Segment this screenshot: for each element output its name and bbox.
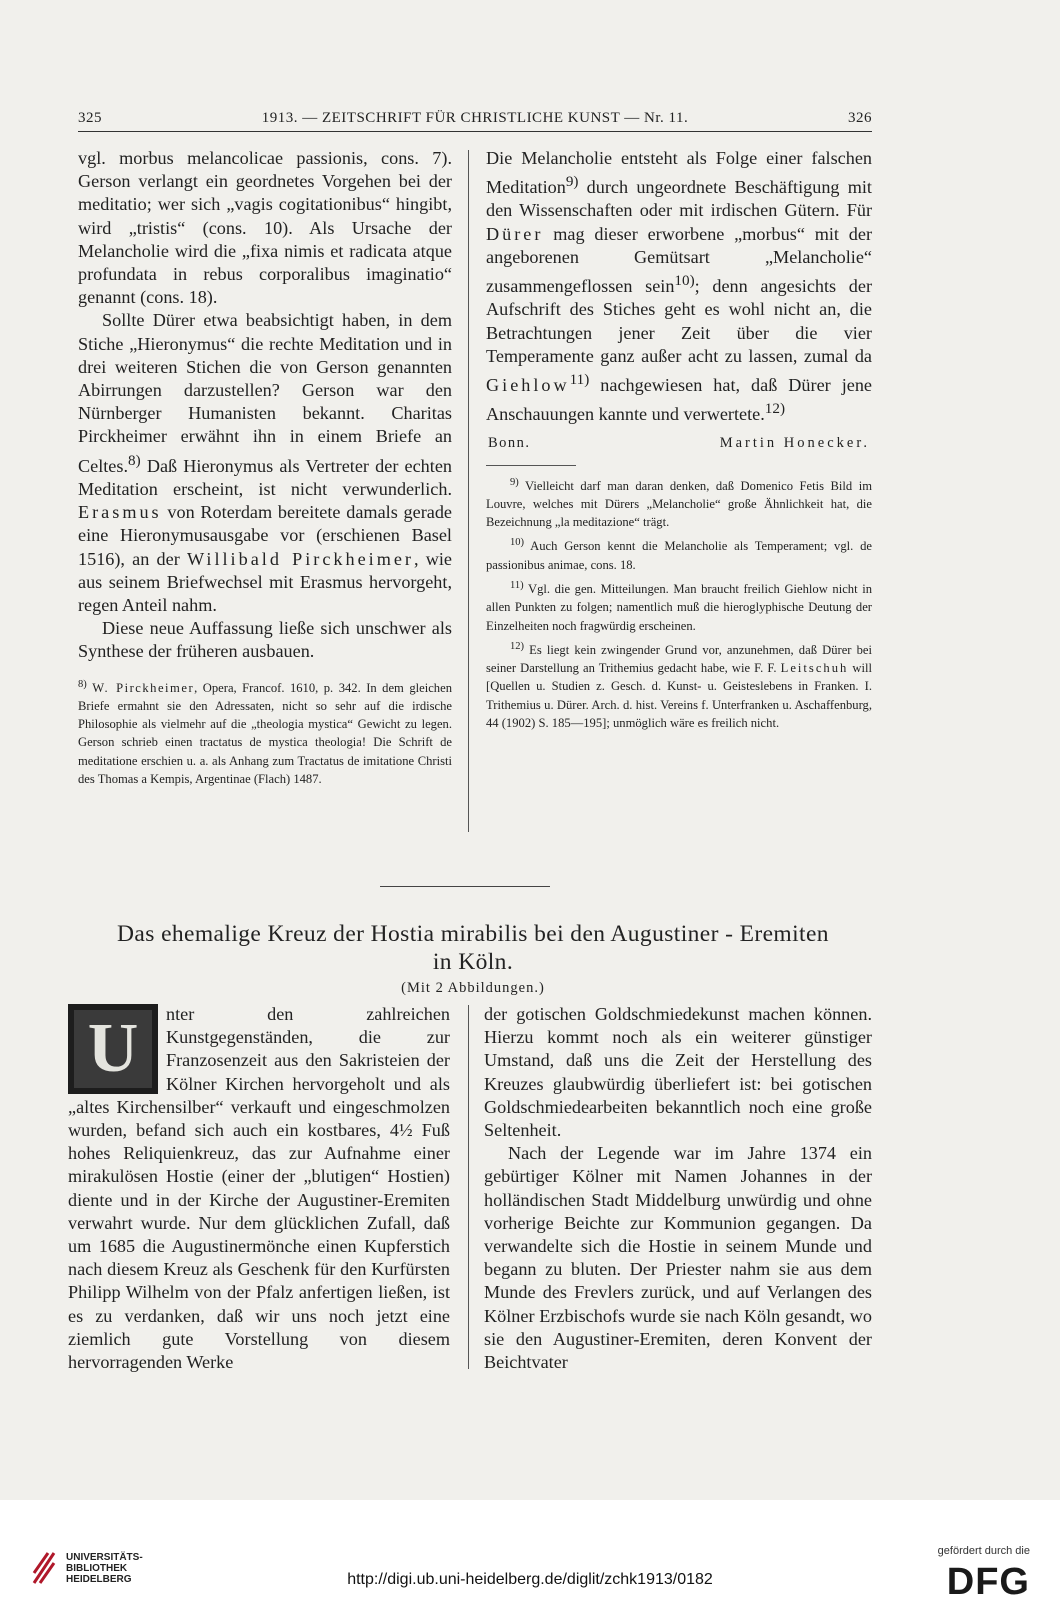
journal-header: 1913. — ZEITSCHRIFT FÜR CHRISTLICHE KUNST — Nr. 11. [261, 110, 689, 126]
drop-cap: U [68, 1004, 158, 1094]
footnote: $^{12)}$ Es liegt kein zwingender Grund vor, anzunehmen, daß Dürer bei seiner Darstellung an Trithemius gedacht habe, wie F. F. Leitschuh will [Quellen u. Studien z. Gesch. d. Kunst- u. Geisteslebens in Franken. I. Trithemius u. Dürer. Arch. d. hist. Vereins f. Unterfranken u. Aschaffenburg, 44 (1902) S. 185—195]; unmöglich wäre es freilich nicht. [486, 640, 872, 730]
footnote-ref: 12) [764, 400, 785, 418]
dfg-logo: DFG [946, 1561, 1030, 1603]
footnote-ref: 10) [674, 272, 695, 290]
article-right-column [484, 1003, 872, 1374]
top-right-column [486, 147, 872, 735]
footnote: $^{10)}$ Auch Gerson kennt die Melancholie als Temperament; vgl. de passionibus animae, cons. 18. [486, 537, 872, 572]
section-rule [380, 886, 550, 887]
footnote-ref: 9) [565, 173, 579, 191]
paragraph: Diese neue Auffassung ließe sich unschwer als Synthese der früheren ausbauen. [78, 618, 452, 662]
footnote-rule [486, 465, 576, 466]
footnote-ref: 11) [569, 370, 590, 388]
paragraph: vgl. morbus melancolicae passionis, cons. 7). Gerson verlangt ein geordnetes Vorgehen bei der meditatio; wer sich „vagis cogitationibus“ hingibt, wird „tristis“ (cons. 10). Als Ursache der Melancholie wird die „fixa nimis et radicata atque profundata in rebus corporalibus imaginatio“ genannt (cons. 18). [78, 148, 452, 308]
header-rule [78, 131, 872, 132]
column-divider [468, 1005, 469, 1369]
paragraph: Nach der Legende war im Jahre 1374 ein gebürtiger Kölner mit Namen Johannes in der holländischen Stadt Middelburg unwürdig und ohne vorherige Beichte zur Kommunion gegangen. Da verwandelte sich die Hostie in seinem Munde und begann zu bluten. Der Priester nahm sie aus dem Munde des Frevlers zurück, und auf Verlangen des Kölner Erzbischofs wurde sie nach Köln gesandt, wo sie den Augustiner-Eremiten, deren Konvent der Beichtvater [484, 1143, 872, 1373]
paragraph: Die Melancholie entsteht als Folge einer falschen Meditation$^{9)}$ durch ungeordnete Beschäftigung mit den Wissenschaften oder mit irdischen Gütern. Für Dürer mag dieser erworbene „morbus“ mit der angeborenen Gemütsart „Melancholie“ zusammengeflossen sein$^{10)}$; denn angesichts der Aufschrift des Stiches geht es wohl nicht an, die Betrachtungen jener Zeit über die vier Temperamente ganz außer acht zu lassen, zumal da Giehlow$^{11)}$ nachgewiesen hat, daß Dürer jene Anschauungen kannte und verwertete.$^{12)}$ [486, 148, 872, 425]
spaced-name: Giehlow [486, 375, 570, 396]
page-number-left: 325 [78, 110, 102, 126]
paragraph: der gotischen Goldschmiedekunst machen können. Hierzu kommt noch als ein weiterer günstiger Umstand, daß uns die Zeit der Herstellung des Kreuzes glaubwürdig überliefert ist: bei gotischen Goldschmiedearbeiten bekanntlich noch eine große Seltenheit. [484, 1004, 872, 1141]
running-header [78, 110, 872, 132]
article-left-column [68, 1003, 450, 1374]
footnote: $^{11)}$ Vgl. die gen. Mitteilungen. Man braucht freilich Giehlow nicht in allen Punkten zu folgen; namentlich muß die hieroglyphische Deutung der Einzelheiten noch fragwürdig erscheinen. [486, 580, 873, 633]
top-left-column [78, 147, 452, 791]
footnote: $^{9)}$ Vielleicht darf man daran denken, daß Domenico Fetis Bild im Louvre, welches mit Dürers „Melancholie“ große Ähnlichkeit hat, die Bezeichnung „la meditazione“ trägt. [486, 476, 872, 530]
source-url[interactable]: http://digi.ub.uni-heidelberg.de/diglit/zchk1913/0182 [347, 1571, 713, 1588]
funded-by-label: gefördert durch die [937, 1545, 1030, 1557]
article-subtitle: (Mit 2 Abbildungen.) [401, 980, 545, 996]
spaced-name: Dürer [486, 223, 544, 244]
footnote: $^{8)}$ W. Pirckheimer, Opera, Francof. 1610, p. 342. In dem gleichen Briefe ermahnt sie den Adressaten, nicht so sehr auf die irdische Philosophie als vielmehr auf die „theologia mystica“ Gewicht zu legen. Gerson schrieb einen tractatus de mystica theologia! Die Schrift de meditatione erschien u. a. als Anhang zum Tractatus de imitatione Christi des Thomas a Kempis, Argentinae (Flach) 1487. [78, 678, 452, 786]
footnote-ref: 8) [128, 451, 141, 469]
footnotes [486, 474, 872, 732]
spaced-name: Erasmus [78, 502, 162, 523]
paragraph: nter den zahlreichen Kunstgegenständen, die zur Franzosenzeit aus den Sakristeien der Kölner Kirchen hervorgeholt und als „altes Kirchensilber“ verkauft und eingeschmolzen wurden, befand sich auch ein kostbares, 4½ Fuß hohes Reliquienkreuz, das zur Aufnahme einer mirakulösen Hostie (einer der „blutigen“ Hostien) diente und in der Kirche der Augustiner-Eremiten verwahrt wurde. Nur dem glücklichen Zufall, daß um 1685 die Augustinermönche einen Kupferstich nach diesem Kreuz als Geschenk für den Kurfürsten Philipp Wilhelm von der Pfalz anfertigen ließen, ist es zu verdanken, daß wir uns noch jetzt eine ziemlich gute Vorstellung von diesem hervorragenden Werke [68, 1004, 450, 1373]
page-number-right: 326 [848, 110, 872, 126]
paragraph: Sollte Dürer etwa beabsichtigt haben, in dem Stiche „Hieronymus“ die rechte Meditation und in drei weiteren Stichen die von Gerson genannten Abirrungen darzustellen? Gerson war den Nürnberger Humanisten bekannt. Charitas Pirckheimer erwähnt ihn in einem Briefe an Celtes.$^{8)}$ Daß Hieronymus als Vertreter der echten Meditation erscheint, ist nicht verwunderlich. Erasmus von Roterdam bereitete damals gerade eine Hieronymusausgabe vor (erschienen Basel 1516), an der Willibald Pirckheimer, wie aus seinem Briefwechsel mit Erasmus hervorgeht, regen Anteil nahm. [78, 310, 452, 615]
signature: Bonn. Martin Honecker. [488, 435, 870, 452]
article-title: Das ehemalige Kreuz der Hostia mirabilis bei den Augustiner - Eremiten in Köln. [117, 921, 829, 975]
footer [0, 1500, 1060, 1614]
spaced-name: Willibald Pirckheimer [186, 548, 414, 569]
column-divider [468, 150, 469, 832]
library-name: UNIVERSITÄTS- BIBLIOTHEK HEIDELBERG [66, 1552, 143, 1585]
footnotes [78, 676, 452, 788]
